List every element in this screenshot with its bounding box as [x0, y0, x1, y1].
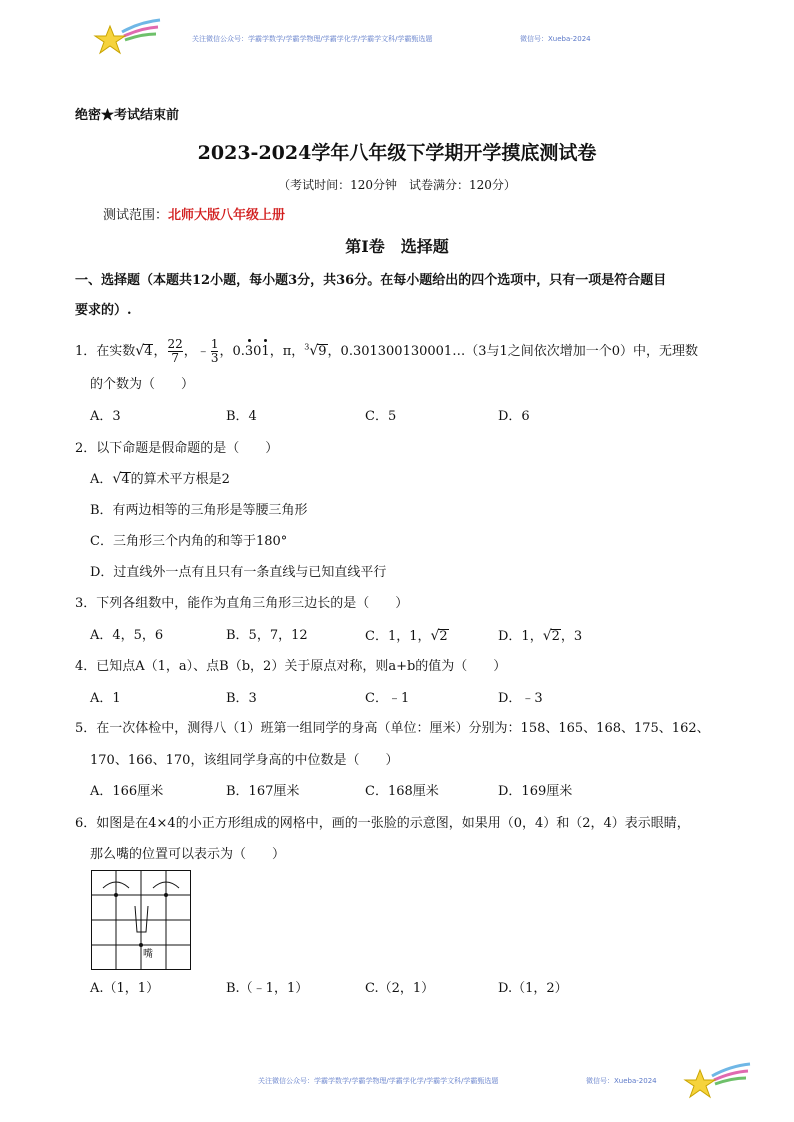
face-grid-diagram	[91, 870, 191, 970]
eye-right-dot	[164, 893, 168, 897]
q3-stem: 3．下列各组数中，能作为直角三角形三边长的是（ ）	[75, 596, 409, 611]
q3-d-radicand: 2	[551, 629, 560, 644]
star-logo-icon	[92, 18, 164, 58]
q6-stem-line2: 那么嘴的位置可以表示为（ ）	[90, 847, 286, 862]
q1-option-d[interactable]: D．6	[498, 409, 530, 424]
q1-number: 1．在实数	[75, 344, 136, 359]
part1-heading-line1: 一、选择题（本题共12小题，每小题3分，共36分。在每小题给出的四个选项中，只有一项是符合题目	[75, 273, 667, 288]
q3-c-prefix: C．1，1，	[365, 629, 431, 644]
q5-option-c[interactable]: C．168厘米	[365, 784, 439, 799]
q5-option-b[interactable]: B．167厘米	[226, 784, 300, 799]
q2-a-radicand: 4	[121, 472, 130, 487]
header-bottom-text: 关注微信公众号：学霸学数学/学霸学物理/学霸学化学/学霸学文科/学霸甄选题	[258, 1077, 499, 1085]
sqrt-icon: √	[542, 628, 552, 644]
q2-option-a[interactable]	[90, 470, 230, 489]
q6-option-d[interactable]: D.（1，2）	[498, 981, 568, 996]
star-logo-icon	[682, 1062, 754, 1102]
q2-option-d[interactable]: D．过直线外一点有且只有一条直线与已知直线平行	[90, 565, 387, 580]
q1-fraction-1-3	[211, 338, 219, 365]
q4-option-c[interactable]: C．﹣1	[365, 691, 410, 706]
q4-option-d[interactable]: D．﹣3	[498, 691, 543, 706]
scope-value: 北师大版八年级上册	[168, 208, 286, 223]
eye-left-dot	[114, 893, 118, 897]
header-bottom-wechat: 微信号：Xueba-2024	[586, 1077, 657, 1085]
scope-line	[103, 204, 285, 223]
part1-heading-line2: 要求的）.	[75, 303, 132, 318]
exam-info: （考试时间：120分钟 试卷满分：120分）	[278, 178, 516, 192]
q1-cube-index: 3	[304, 342, 310, 352]
q3-d-prefix: D．1，	[498, 629, 543, 644]
q1-fraction-num: 22	[167, 337, 183, 351]
header-top-text: 关注微信公众号：学霸学数学/学霸学物理/学霸学化学/学霸学文科/学霸甄选题	[192, 35, 433, 43]
q4-stem: 4．已知点A（1，a）、点B（b，2）关于原点对称，则a+b的值为（ ）	[75, 659, 507, 674]
q5-stem-line2: 170、166、170，该组同学身高的中位数是（ ）	[90, 753, 399, 768]
q4-option-b[interactable]: B．3	[226, 691, 257, 706]
q1-option-a[interactable]: A．3	[90, 409, 121, 424]
q1-mid-text: ，π，	[269, 344, 305, 359]
q2-stem: 2．以下命题是假命题的是（ ）	[75, 441, 279, 456]
q6-option-b[interactable]: B.（﹣1，1）	[226, 981, 309, 996]
q6-option-c[interactable]: C.（2，1）	[365, 981, 435, 996]
mouth-label: 嘴	[143, 949, 153, 960]
q3-d-suffix: ，3	[560, 629, 583, 644]
q1-fraction2-den: 3	[210, 351, 219, 365]
q6-stem-line1: 6．如图是在4×4的小正方形组成的网格中，画的一张脸的示意图，如果用（0，4）和（2，4）表示眼睛，	[75, 816, 690, 831]
scope-label: 测试范围：	[103, 208, 169, 223]
q3-option-a[interactable]: A．4，5，6	[90, 628, 164, 643]
q1-fraction2-num: 1	[210, 337, 219, 351]
q1-radicand-4: 4	[144, 344, 153, 359]
q6-option-a[interactable]: A.（1，1）	[90, 981, 160, 996]
page-title: 2023-2024学年八年级下学期开学摸底测试卷	[197, 142, 597, 164]
q1-cube-radicand: 9	[318, 344, 327, 359]
q2-a-suffix: 的算术平方根是2	[130, 472, 230, 487]
sqrt-icon: √	[135, 343, 145, 359]
q1-repeat-digit-3: 3	[244, 344, 254, 359]
q1-neg-sign: ﹣	[196, 344, 210, 359]
q1-stem-line1: 1．在实数√4， $\frac{22}{7}$ ，﹣ $\frac{1}{3}$ ，0.301，π，$^3$√9，0.301300130001…（3与1之间依次增加一个0）中，无理数	[75, 337, 699, 365]
q3-c-radicand: 2	[439, 629, 448, 644]
q1-stem-line2: 的个数为（ ）	[90, 377, 195, 392]
q4-option-a[interactable]: A．1	[90, 691, 121, 706]
q2-option-b[interactable]: B．有两边相等的三角形是等腰三角形	[90, 503, 308, 518]
mouth-dot	[139, 943, 143, 947]
header-top-wechat: 微信号：Xueba-2024	[520, 35, 591, 43]
q1-tail-text: ，0.301300130001…（3与1之间依次增加一个0）中，无理数	[327, 344, 699, 359]
section-title: 第Ⅰ卷 选择题	[345, 237, 449, 256]
q3-option-b[interactable]: B．5，7，12	[226, 628, 308, 643]
q1-repeat-digit-1: 1	[261, 344, 270, 359]
q1-option-c[interactable]: C．5	[365, 409, 397, 424]
sqrt-icon: √	[112, 471, 122, 487]
q2-option-c[interactable]: C．三角形三个内角的和等于180°	[90, 534, 288, 549]
q5-option-d[interactable]: D．169厘米	[498, 784, 573, 799]
q1-fraction-22-7	[168, 338, 183, 365]
q3-option-c[interactable]	[365, 627, 449, 646]
cube-root-icon: √	[309, 343, 319, 359]
q3-option-d[interactable]	[498, 627, 582, 646]
sqrt-icon: √	[430, 628, 440, 644]
q5-stem-line1: 5．在一次体检中，测得八（1）班第一组同学的身高（单位：厘米）分别为：158、165、168、175、162、	[75, 721, 710, 736]
confidential-label: 绝密★考试结束前	[75, 108, 180, 123]
q5-option-a[interactable]: A．166厘米	[90, 784, 164, 799]
q1-fraction-den: 7	[168, 351, 183, 365]
q1-option-b[interactable]: B．4	[226, 409, 257, 424]
q2-a-prefix: A．	[90, 472, 113, 487]
